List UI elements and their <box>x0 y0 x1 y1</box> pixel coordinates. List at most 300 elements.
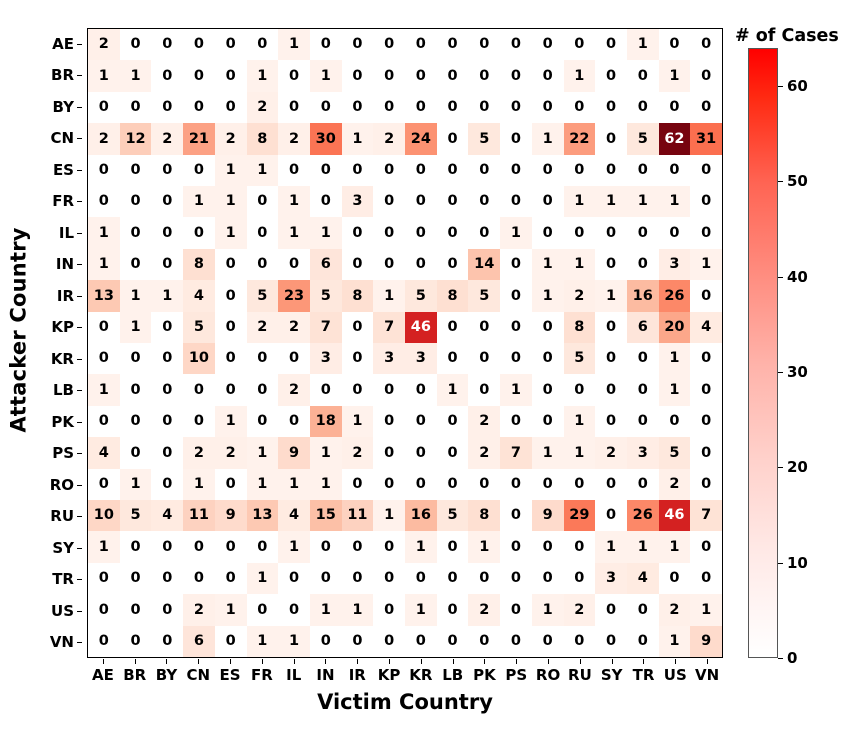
heatmap-cell: 0 <box>564 626 596 657</box>
y-tick-label: RU <box>36 501 82 533</box>
heatmap-cell: 0 <box>532 374 564 405</box>
heatmap-cell: 0 <box>532 29 564 60</box>
heatmap-cell: 0 <box>690 343 722 374</box>
heatmap-cell: 1 <box>564 406 596 437</box>
x-tick-label: RO <box>532 659 564 685</box>
heatmap-cell: 1 <box>595 531 627 562</box>
heatmap-cell: 0 <box>151 155 183 186</box>
heatmap-cell: 0 <box>88 469 120 500</box>
heatmap-cell: 0 <box>310 563 342 594</box>
heatmap-cell: 1 <box>215 155 247 186</box>
heatmap-cell: 2 <box>373 123 405 154</box>
y-tick-label: KP <box>36 312 82 344</box>
heatmap-cell: 1 <box>88 60 120 91</box>
heatmap-cell: 1 <box>88 531 120 562</box>
heatmap-cell: 16 <box>405 500 437 531</box>
heatmap-cell: 0 <box>342 343 374 374</box>
heatmap-cell: 0 <box>627 626 659 657</box>
heatmap-cell: 0 <box>564 92 596 123</box>
heatmap-cell: 22 <box>564 123 596 154</box>
heatmap-cell: 0 <box>342 374 374 405</box>
heatmap-cell: 0 <box>437 594 469 625</box>
heatmap-cell: 0 <box>183 374 215 405</box>
heatmap-cell: 2 <box>183 437 215 468</box>
heatmap-cell: 0 <box>627 249 659 280</box>
heatmap-cell: 3 <box>342 186 374 217</box>
heatmap-cell: 1 <box>247 626 279 657</box>
heatmap-cell: 0 <box>215 92 247 123</box>
heatmap-cell: 0 <box>247 343 279 374</box>
heatmap-cell: 0 <box>500 594 532 625</box>
heatmap-cell: 1 <box>278 531 310 562</box>
heatmap-cell: 0 <box>437 123 469 154</box>
heatmap-cell: 1 <box>278 217 310 248</box>
colorbar-tick: 10 <box>778 554 808 572</box>
heatmap-cell: 0 <box>468 563 500 594</box>
heatmap-cell: 1 <box>659 60 691 91</box>
heatmap-cell: 16 <box>627 280 659 311</box>
heatmap-cell: 0 <box>659 92 691 123</box>
heatmap-cell: 1 <box>342 594 374 625</box>
heatmap-cell: 46 <box>659 500 691 531</box>
heatmap-cell: 0 <box>120 531 152 562</box>
heatmap-cell: 4 <box>183 280 215 311</box>
heatmap-cell: 0 <box>405 60 437 91</box>
heatmap-cell: 46 <box>405 312 437 343</box>
heatmap-cell: 0 <box>532 155 564 186</box>
heatmap-cell: 0 <box>373 249 405 280</box>
heatmap-cell: 1 <box>151 280 183 311</box>
heatmap-cell: 9 <box>215 500 247 531</box>
heatmap-cell: 0 <box>468 469 500 500</box>
heatmap-cell: 0 <box>532 343 564 374</box>
heatmap-cell: 4 <box>627 563 659 594</box>
heatmap-cell: 5 <box>468 123 500 154</box>
y-tick-label: ES <box>36 154 82 186</box>
y-tick-label: AE <box>36 28 82 60</box>
heatmap-cell: 0 <box>532 531 564 562</box>
heatmap-cell: 2 <box>247 92 279 123</box>
heatmap-cell: 0 <box>373 437 405 468</box>
heatmap-cell: 0 <box>595 123 627 154</box>
heatmap-cell: 0 <box>468 312 500 343</box>
heatmap-cell: 0 <box>278 343 310 374</box>
heatmap-cell: 0 <box>690 186 722 217</box>
heatmap-cell: 0 <box>88 626 120 657</box>
heatmap-cell: 0 <box>627 60 659 91</box>
heatmap-cell: 0 <box>627 594 659 625</box>
x-tick-label: RU <box>564 659 596 685</box>
heatmap-cell: 0 <box>500 249 532 280</box>
heatmap-cell: 0 <box>468 60 500 91</box>
heatmap-cell: 2 <box>247 312 279 343</box>
heatmap-cell: 0 <box>183 406 215 437</box>
y-tick-label: IN <box>36 249 82 281</box>
heatmap-cell: 0 <box>532 217 564 248</box>
heatmap-cell: 0 <box>468 217 500 248</box>
heatmap-cell: 1 <box>659 343 691 374</box>
heatmap-cell: 1 <box>278 186 310 217</box>
y-tick-label: TR <box>36 564 82 596</box>
heatmap-cell: 0 <box>690 92 722 123</box>
heatmap-cell: 0 <box>151 92 183 123</box>
heatmap-cell: 0 <box>310 626 342 657</box>
heatmap-cell: 5 <box>405 280 437 311</box>
x-tick-label: FR <box>246 659 278 685</box>
heatmap-cell: 0 <box>151 469 183 500</box>
x-tick-label: LB <box>437 659 469 685</box>
heatmap-cell: 0 <box>151 343 183 374</box>
heatmap-cell: 2 <box>659 469 691 500</box>
heatmap-cell: 0 <box>278 92 310 123</box>
heatmap-cell: 0 <box>88 186 120 217</box>
x-tick-label: SY <box>596 659 628 685</box>
heatmap-cell: 11 <box>342 500 374 531</box>
heatmap-cell: 4 <box>690 312 722 343</box>
heatmap-cell: 1 <box>310 60 342 91</box>
heatmap-cell: 0 <box>564 155 596 186</box>
heatmap-cell: 1 <box>690 594 722 625</box>
heatmap-cell: 0 <box>500 312 532 343</box>
heatmap-cell: 1 <box>405 594 437 625</box>
heatmap-cell: 0 <box>690 531 722 562</box>
heatmap-cell: 24 <box>405 123 437 154</box>
heatmap-cell: 1 <box>627 186 659 217</box>
heatmap-cell: 7 <box>690 500 722 531</box>
heatmap-cell: 0 <box>88 343 120 374</box>
heatmap-cell: 0 <box>373 406 405 437</box>
heatmap-cell: 0 <box>183 563 215 594</box>
colorbar-tick: 50 <box>778 172 808 190</box>
heatmap-cell: 2 <box>278 123 310 154</box>
heatmap-cell: 0 <box>373 531 405 562</box>
heatmap-cell: 0 <box>595 469 627 500</box>
heatmap-cell: 0 <box>405 437 437 468</box>
heatmap-cell: 0 <box>151 406 183 437</box>
heatmap-cell: 0 <box>595 374 627 405</box>
heatmap-cell: 0 <box>215 531 247 562</box>
heatmap-cell: 0 <box>595 594 627 625</box>
heatmap-cell: 2 <box>215 123 247 154</box>
heatmap-cell: 0 <box>405 217 437 248</box>
heatmap-cell: 1 <box>88 374 120 405</box>
heatmap-cell: 5 <box>659 437 691 468</box>
heatmap-cell: 0 <box>437 249 469 280</box>
colorbar-tick-labels <box>778 48 838 667</box>
heatmap-cell: 0 <box>151 217 183 248</box>
x-axis-title: Victim Country <box>317 690 493 714</box>
heatmap-cell: 0 <box>342 217 374 248</box>
heatmap-cell: 0 <box>373 60 405 91</box>
heatmap-cell: 0 <box>564 469 596 500</box>
heatmap-cell: 1 <box>310 217 342 248</box>
heatmap-cell: 2 <box>88 123 120 154</box>
heatmap-cell: 0 <box>373 563 405 594</box>
heatmap-cell: 1 <box>627 531 659 562</box>
heatmap-cell: 0 <box>183 92 215 123</box>
colorbar-tick: 0 <box>778 649 797 667</box>
heatmap-cell: 1 <box>564 249 596 280</box>
heatmap-cell: 1 <box>247 469 279 500</box>
heatmap-cell: 7 <box>310 312 342 343</box>
heatmap-cell: 13 <box>247 500 279 531</box>
heatmap-cell: 0 <box>310 29 342 60</box>
heatmap-cell: 0 <box>690 563 722 594</box>
heatmap-cell: 0 <box>247 249 279 280</box>
heatmap-cell: 0 <box>690 437 722 468</box>
heatmap-cell: 6 <box>627 312 659 343</box>
x-tick-label: KR <box>405 659 437 685</box>
colorbar-tick: 60 <box>778 77 808 95</box>
heatmap-cell: 1 <box>627 29 659 60</box>
heatmap-cell: 0 <box>215 312 247 343</box>
x-tick-label: US <box>659 659 691 685</box>
heatmap-cell: 1 <box>532 594 564 625</box>
heatmap-cell: 0 <box>690 29 722 60</box>
heatmap-cell: 1 <box>247 437 279 468</box>
heatmap-cell: 0 <box>405 155 437 186</box>
heatmap-cell: 0 <box>500 29 532 60</box>
heatmap-cell: 0 <box>278 406 310 437</box>
heatmap-cell: 0 <box>500 60 532 91</box>
heatmap-cell: 0 <box>564 29 596 60</box>
x-tick-label: IN <box>310 659 342 685</box>
heatmap-cell: 0 <box>437 437 469 468</box>
heatmap-cell: 2 <box>564 594 596 625</box>
heatmap-cell: 29 <box>564 500 596 531</box>
heatmap-cell: 0 <box>247 594 279 625</box>
heatmap-cell: 0 <box>151 531 183 562</box>
heatmap-cell: 0 <box>310 186 342 217</box>
heatmap-plot-area <box>87 28 723 658</box>
heatmap-cell: 0 <box>627 343 659 374</box>
heatmap-cell: 0 <box>500 343 532 374</box>
heatmap-cell: 0 <box>88 406 120 437</box>
heatmap-cell: 1 <box>595 280 627 311</box>
heatmap-cell: 1 <box>120 280 152 311</box>
heatmap-cell: 0 <box>437 60 469 91</box>
heatmap-cell: 0 <box>500 280 532 311</box>
heatmap-cell: 0 <box>405 563 437 594</box>
x-tick-label: TR <box>628 659 660 685</box>
heatmap-cell: 0 <box>532 406 564 437</box>
heatmap-cell: 15 <box>310 500 342 531</box>
heatmap-cell: 0 <box>468 29 500 60</box>
heatmap-cell: 1 <box>278 469 310 500</box>
heatmap-cell: 0 <box>120 374 152 405</box>
heatmap-cell: 0 <box>151 594 183 625</box>
heatmap-cell: 0 <box>120 29 152 60</box>
heatmap-cell: 4 <box>278 500 310 531</box>
heatmap-cell: 0 <box>595 406 627 437</box>
heatmap-cell: 0 <box>120 594 152 625</box>
heatmap-cell: 0 <box>120 437 152 468</box>
heatmap-cell: 0 <box>373 155 405 186</box>
heatmap-cell: 0 <box>500 531 532 562</box>
heatmap-cell: 31 <box>690 123 722 154</box>
heatmap-cell: 5 <box>564 343 596 374</box>
heatmap-cell: 8 <box>342 280 374 311</box>
y-tick-label: CN <box>36 123 82 155</box>
heatmap-cell: 0 <box>437 563 469 594</box>
heatmap-cell: 0 <box>405 374 437 405</box>
heatmap-cell: 0 <box>120 155 152 186</box>
heatmap-cell: 1 <box>659 531 691 562</box>
heatmap-cell: 0 <box>595 312 627 343</box>
y-tick-label: PS <box>36 438 82 470</box>
heatmap-cell: 30 <box>310 123 342 154</box>
heatmap-cell: 1 <box>532 280 564 311</box>
heatmap-cell: 0 <box>151 374 183 405</box>
heatmap-cell: 0 <box>532 626 564 657</box>
heatmap-cell: 0 <box>627 217 659 248</box>
heatmap-cell: 0 <box>183 29 215 60</box>
heatmap-cell: 0 <box>342 92 374 123</box>
heatmap-cell: 0 <box>437 531 469 562</box>
heatmap-cell: 62 <box>659 123 691 154</box>
heatmap-cell: 20 <box>659 312 691 343</box>
heatmap-cell: 0 <box>500 123 532 154</box>
heatmap-cell: 5 <box>120 500 152 531</box>
y-axis-tick-labels <box>36 28 82 658</box>
heatmap-cell: 0 <box>405 92 437 123</box>
heatmap-cell: 5 <box>627 123 659 154</box>
heatmap-cell: 0 <box>215 469 247 500</box>
heatmap-cell: 1 <box>247 563 279 594</box>
heatmap-cell: 0 <box>690 217 722 248</box>
heatmap-cell: 0 <box>595 626 627 657</box>
heatmap-cell: 3 <box>595 563 627 594</box>
heatmap-cell: 9 <box>278 437 310 468</box>
heatmap-cell: 0 <box>690 469 722 500</box>
heatmap-cell: 0 <box>405 469 437 500</box>
heatmap-cell: 1 <box>500 374 532 405</box>
heatmap-cell: 1 <box>247 155 279 186</box>
heatmap-cell: 1 <box>88 217 120 248</box>
x-tick-label: IR <box>341 659 373 685</box>
heatmap-cell: 3 <box>373 343 405 374</box>
heatmap-cell: 0 <box>532 563 564 594</box>
heatmap-cell: 1 <box>310 437 342 468</box>
heatmap-cell: 11 <box>183 500 215 531</box>
heatmap-cell: 0 <box>690 280 722 311</box>
heatmap-cell: 0 <box>120 249 152 280</box>
heatmap-cell: 0 <box>278 563 310 594</box>
heatmap-cell: 0 <box>247 406 279 437</box>
heatmap-cell: 2 <box>151 123 183 154</box>
heatmap-cell: 5 <box>468 280 500 311</box>
heatmap-cell: 2 <box>468 594 500 625</box>
heatmap-cell: 0 <box>88 594 120 625</box>
heatmap-cell: 0 <box>690 60 722 91</box>
heatmap-cell: 0 <box>278 249 310 280</box>
heatmap-cell: 0 <box>373 469 405 500</box>
heatmap-cell: 0 <box>564 563 596 594</box>
heatmap-cell: 0 <box>405 186 437 217</box>
heatmap-cell: 2 <box>215 437 247 468</box>
heatmap-cell: 0 <box>278 60 310 91</box>
heatmap-cell: 0 <box>120 563 152 594</box>
heatmap-cell: 3 <box>310 343 342 374</box>
heatmap-cell: 0 <box>342 155 374 186</box>
heatmap-cell: 3 <box>405 343 437 374</box>
heatmap-cell: 0 <box>373 29 405 60</box>
colorbar-title: # of Cases <box>735 26 839 46</box>
heatmap-cell: 0 <box>437 217 469 248</box>
heatmap-cell: 0 <box>88 312 120 343</box>
y-axis-title <box>2 0 36 660</box>
heatmap-cell: 1 <box>373 500 405 531</box>
heatmap-cell: 1 <box>120 60 152 91</box>
heatmap-cell: 0 <box>120 343 152 374</box>
heatmap-cell: 0 <box>247 217 279 248</box>
x-tick-label: PK <box>469 659 501 685</box>
x-tick-label: VN <box>691 659 723 685</box>
x-axis-tick-labels <box>87 659 723 685</box>
heatmap-cell: 0 <box>500 563 532 594</box>
heatmap-cell: 1 <box>215 406 247 437</box>
heatmap-cell: 0 <box>500 469 532 500</box>
heatmap-cell: 0 <box>373 92 405 123</box>
heatmap-cell: 0 <box>500 186 532 217</box>
heatmap-cell: 2 <box>468 437 500 468</box>
heatmap-cell: 0 <box>468 92 500 123</box>
heatmap-cell: 1 <box>278 626 310 657</box>
heatmap-cell: 0 <box>437 469 469 500</box>
heatmap-cell: 0 <box>278 594 310 625</box>
heatmap-cell: 5 <box>247 280 279 311</box>
heatmap-cell: 0 <box>437 155 469 186</box>
heatmap-cell: 18 <box>310 406 342 437</box>
heatmap-cell: 0 <box>183 217 215 248</box>
heatmap-cell: 0 <box>151 60 183 91</box>
heatmap-cell: 2 <box>183 594 215 625</box>
heatmap-cell: 0 <box>88 92 120 123</box>
heatmap-cell: 0 <box>342 469 374 500</box>
heatmap-cell: 2 <box>468 406 500 437</box>
heatmap-cell: 0 <box>468 626 500 657</box>
heatmap-cell: 0 <box>342 531 374 562</box>
heatmap-cell: 0 <box>215 249 247 280</box>
heatmap-cell: 0 <box>564 217 596 248</box>
heatmap-cell: 2 <box>564 280 596 311</box>
y-tick-label: LB <box>36 375 82 407</box>
heatmap-cell: 14 <box>468 249 500 280</box>
heatmap-cell: 1 <box>310 594 342 625</box>
heatmap-cell: 0 <box>278 155 310 186</box>
y-tick-label: IL <box>36 217 82 249</box>
heatmap-cell: 0 <box>215 374 247 405</box>
heatmap-cell: 0 <box>595 29 627 60</box>
heatmap-cell: 0 <box>151 312 183 343</box>
heatmap-cell: 0 <box>659 155 691 186</box>
heatmap-cell: 0 <box>595 217 627 248</box>
heatmap-cell: 0 <box>468 343 500 374</box>
y-tick-label: PK <box>36 406 82 438</box>
heatmap-cell: 0 <box>215 60 247 91</box>
heatmap-cell: 0 <box>120 217 152 248</box>
y-tick-label: RO <box>36 469 82 501</box>
heatmap-cell: 0 <box>247 29 279 60</box>
heatmap-cell: 0 <box>120 626 152 657</box>
heatmap-cell: 5 <box>310 280 342 311</box>
heatmap-cell: 0 <box>500 406 532 437</box>
heatmap-cell: 0 <box>437 312 469 343</box>
heatmap-cell: 0 <box>247 531 279 562</box>
heatmap-cell: 0 <box>310 531 342 562</box>
heatmap-cell: 0 <box>627 92 659 123</box>
heatmap-cell: 1 <box>215 594 247 625</box>
